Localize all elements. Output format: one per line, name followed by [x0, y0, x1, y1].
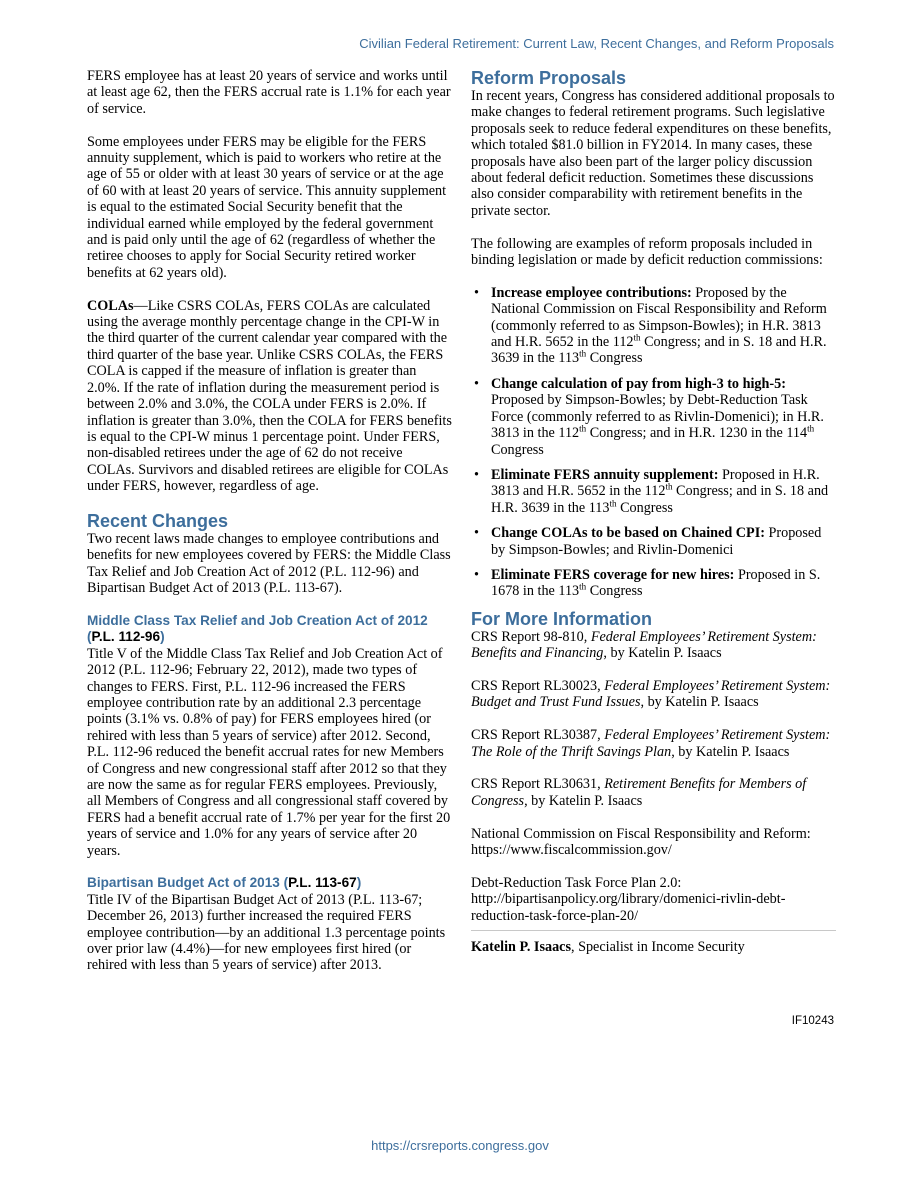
document-id: IF10243: [791, 1015, 834, 1027]
bullet-text: Congress; and in S. 18 and H.R. 3639 in the 113: [491, 334, 827, 367]
reference-item: [471, 727, 836, 760]
paragraph-colas: [87, 298, 452, 495]
divider: [471, 930, 836, 931]
list-item: [471, 376, 836, 458]
running-header: Civilian Federal Retirement: Current Law, Recent Changes, and Reform Proposals: [359, 36, 834, 51]
reference-debt-reduction-plan: Debt-Reduction Task Force Plan 2.0: http://bipartisanpolicy.org/library/domenici-rivlin-debt-reduction-task-force-plan-20/: [471, 874, 786, 924]
reference-item: [471, 776, 836, 809]
bullet-text: Congress; and in H.R. 1230 in the 114: [586, 425, 808, 442]
author-line: [471, 939, 836, 955]
bullet-text: Congress; and in S. 18 and H.R. 3639 in the 113: [491, 483, 829, 516]
paragraph-recent-changes: Two recent laws made changes to employee contributions and benefits for new employees covered by FERS: the Middle Class Tax Relief and Job Creation Act of 2012 (P.L. 112-96) and Bipartisan Budget Act of 2013 (P.L. 113-67).: [87, 530, 451, 597]
bullet-text: Proposed by Simpson-Bowles; and Rivlin-Domenici: [491, 525, 822, 558]
paragraph-reform-intro: In recent years, Congress has considered additional proposals to make changes to federal retirement programs. Such legislative proposals seek to reduce federal expenditures on these benefits, which totaled $81.0 billion in FY2014. In many cases, these proposals have also been part of the larger policy discussion about federal deficit reduction. Sometimes these discussions also consider comparability with retirement benefits in the private sector.: [471, 88, 835, 219]
paragraph-reform-examples: The following are examples of reform proposals included in binding legislation or made by deficit reduction commissions:: [471, 235, 823, 269]
heading-bba-title: Bipartisan Budget Act of 2013 (: [87, 875, 289, 891]
list-item: [471, 285, 836, 367]
paragraph-fers-accrual: FERS employee has at least 20 years of service and works until at least age 62, then the FERS accrual rate is 1.1% for each year of service.: [87, 68, 451, 117]
superscript: th: [579, 423, 587, 434]
bullet-text: Proposed by the National Commission on Fiscal Responsibility and Reform (commonly referred to as Simpson-Bowles); in H.R. 3813 and H.R. 5652 in the 112: [491, 284, 827, 351]
superscript: th: [807, 423, 815, 434]
paragraph-bba: Title IV of the Bipartisan Budget Act of 2013 (P.L. 113-67; December 26, 2013) further increased the required FERS employee contribution—by an additional 1.3 percentage points over prior law (4.4%)—for new employees first hired (or rehired with less than 5 years of service) after 2013.: [87, 891, 446, 974]
reference-item: [471, 629, 836, 662]
bullet-text: Proposed in S. 1678 in the 113: [491, 566, 821, 600]
reference-title: Federal Employees’ Retirement System: Budget and Trust Fund Issues: [471, 677, 831, 711]
reference-text: CRS Report RL30631,: [471, 776, 605, 793]
bullet-text: Proposed by Simpson-Bowles; by Debt-Reduction Task Force (commonly referred to as Rivlin-Domenici); in H.R. 3813 in the 112: [491, 392, 824, 442]
list-item: [471, 467, 836, 516]
superscript: th: [633, 332, 641, 343]
paragraph-mctra: Title V of the Middle Class Tax Relief and Job Creation Act of 2012 (P.L. 112-96; February 22, 2012), made two types of changes to FERS. First, P.L. 112-96 increased the FERS employee contribution rate by an additional 2.3 percentage points (3.1% vs. 0.8% of pay) for FERS employees hired (or rehired with less than 5 years of service) after 2012. Second, P.L. 112-96 reduced the benefit accrual rates for new Members of Congress and new congressional staff after 2012 so that they are now the same as for regular FERS employees. Previously, all Members of Congress and all congressional staff covered by FERS had a benefit accrual rate of 1.7% per year for the first 20 years of service and 1.0% for any years of service after 20 years.: [87, 645, 451, 859]
reference-text: CRS Report 98-810,: [471, 628, 591, 645]
left-column: [87, 68, 452, 990]
heading-mctra: [87, 613, 452, 646]
reference-text: , by Katelin P. Isaacs: [671, 743, 790, 760]
heading-recent-changes: Recent Changes: [87, 510, 229, 531]
reference-text: CRS Report RL30023,: [471, 677, 605, 694]
heading-mctra-title: Middle Class Tax Relief and Job Creation Act of 2012 (: [87, 612, 428, 645]
cola-text: —Like CSRS COLAs, FERS COLAs are calculated using the average monthly percentage change in the CPI-W in the third quarter of the current calendar year compared with the third quarter of the base year. Unlike CSRS COLAs, the FERS COLA is capped if the measure of inflation is greater than 2.0%. If the rate of inflation during the measurement period is between 2.0% and 3.0%, the COLA under FERS is 2.0%. If inflation is greater than 3.0%, then the COLA for FERS benefits is equal to the CPI-W minus 1 percentage point. Under FERS, non-disabled retirees under the age of 62 do not receive COLAs. Survivors and disabled retirees are eligible for COLAs under FERS, however, regardless of age.: [87, 297, 452, 495]
reference-text: , by Katelin P. Isaacs: [524, 792, 643, 809]
bullet-text: Congress: [586, 583, 643, 600]
heading-bba-close: ): [356, 875, 362, 891]
bullet-title: Change calculation of pay from high-3 to high-5:: [491, 375, 786, 392]
reference-fiscal-commission: National Commission on Fiscal Responsibility and Reform: https://www.fiscalcommission.gov/: [471, 825, 811, 858]
reference-title: Federal Employees’ Retirement System: Benefits and Financing: [471, 628, 817, 662]
bullet-text: Congress: [616, 499, 673, 516]
superscript: th: [609, 497, 617, 508]
bullet-title: Change COLAs to be based on Chained CPI:: [491, 525, 765, 542]
list-item: [471, 567, 836, 600]
heading-mctra-pl: P.L. 112-96: [91, 629, 161, 645]
bullet-title: Increase employee contributions:: [491, 284, 692, 301]
reference-title: Retirement Benefits for Members of Congress: [471, 776, 807, 809]
heading-more-information: For More Information: [471, 608, 652, 629]
superscript: th: [579, 581, 587, 592]
heading-reform-proposals: Reform Proposals: [471, 68, 627, 88]
bullet-text: Congress: [586, 350, 643, 367]
author-title: , Specialist in Income Security: [570, 938, 745, 955]
footer-url: https://crsreports.congress.gov: [371, 1138, 549, 1153]
list-item: [471, 525, 836, 558]
superscript: th: [665, 481, 673, 492]
bullet-text: Proposed in H.R. 3813 and H.R. 5652 in the 112: [491, 466, 820, 500]
author-name: Katelin P. Isaacs: [471, 938, 571, 955]
cola-term: COLAs: [87, 297, 134, 314]
reference-text: CRS Report RL30387,: [471, 727, 605, 744]
paragraph-annuity-supplement: Some employees under FERS may be eligible for the FERS annuity supplement, which is paid to workers who retire at the age of 55 or older with at least 30 years of service or at the age of 60 with at least 20 years of service. This annuity supplement is equal to the estimated Social Security benefit that the individual earned while employed by the federal government and is paid only until the age of 62 (regardless of whether the retiree chooses to apply for Social Security retired worker benefits at 62 years old).: [87, 133, 447, 281]
reference-text: , by Katelin P. Isaacs: [640, 694, 759, 711]
superscript: th: [579, 348, 587, 359]
reference-title: Federal Employees’ Retirement System: The Role of the Thrift Savings Plan: [471, 727, 831, 760]
reference-item: [471, 678, 836, 711]
bullet-title: Eliminate FERS coverage for new hires:: [491, 566, 735, 583]
reference-text: , by Katelin P. Isaacs: [603, 645, 722, 662]
heading-bba-pl: P.L. 113-67: [288, 875, 357, 891]
bullet-text: Congress: [491, 441, 544, 458]
bullet-title: Eliminate FERS annuity supplement:: [491, 466, 719, 483]
reform-proposal-list: [471, 285, 836, 600]
heading-bba: [87, 875, 452, 891]
right-column: [471, 68, 836, 955]
heading-mctra-close: ): [160, 629, 165, 645]
